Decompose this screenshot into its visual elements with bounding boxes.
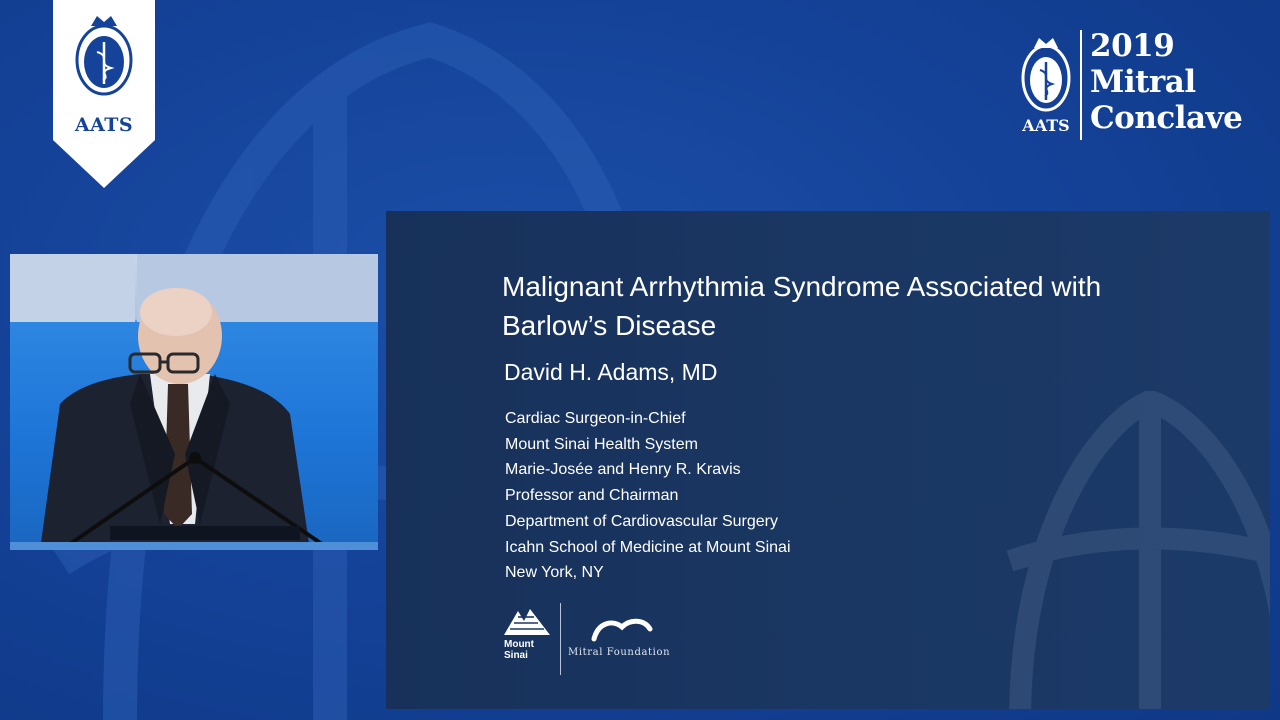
affiliation-line: Professor and Chairman	[505, 487, 679, 505]
mitral-conclave-logo	[1018, 28, 1258, 143]
aats-banner-logo	[53, 0, 155, 188]
aats-seal-icon	[1020, 34, 1072, 114]
slide-title-line-2: Barlow’s Disease	[502, 310, 717, 341]
affiliation-line: Icahn School of Medicine at Mount Sinai	[505, 538, 791, 556]
conclave-year: 2019	[1090, 28, 1175, 64]
sponsor-logos	[504, 603, 804, 675]
slide-title-line-1: Malignant Arrhythmia Syndrome Associated with	[502, 271, 1102, 302]
speaker-video	[10, 254, 378, 550]
aats-shield-icon	[53, 0, 155, 188]
speaker-figure	[10, 254, 378, 550]
conclave-divider	[1080, 30, 1082, 140]
presenter-affiliation	[505, 406, 791, 586]
presentation-slide	[386, 211, 1270, 709]
mount-sinai-wordmark	[504, 639, 550, 661]
aats-banner-label: AATS	[74, 114, 134, 136]
conclave-seal-label: AATS	[1022, 116, 1070, 135]
mount-sinai-word-1: Mount	[504, 639, 534, 650]
mitral-foundation-wordmark: Mitral Foundation	[568, 647, 671, 658]
conclave-word-mitral: Mitral	[1090, 64, 1196, 100]
mount-sinai-logo	[504, 603, 550, 673]
presenter-name: David H. Adams, MD	[504, 359, 718, 385]
mitral-foundation-wave-icon	[590, 615, 654, 643]
mount-sinai-word-2: Sinai	[504, 650, 528, 661]
conclave-title	[1090, 28, 1242, 136]
mount-sinai-mountain-icon	[504, 603, 550, 637]
affiliation-line: Mount Sinai Health System	[505, 435, 698, 453]
affiliation-line: Marie-Josée and Henry R. Kravis	[505, 461, 741, 479]
slide-watermark-icon	[1000, 391, 1270, 709]
affiliation-line: Cardiac Surgeon-in-Chief	[505, 410, 686, 427]
affiliation-line: New York, NY	[505, 564, 604, 582]
slide-title	[502, 267, 1242, 345]
logo-divider	[560, 603, 561, 675]
affiliation-line: Department of Cardiovascular Surgery	[505, 512, 779, 530]
conclave-word-conclave: Conclave	[1090, 100, 1243, 136]
